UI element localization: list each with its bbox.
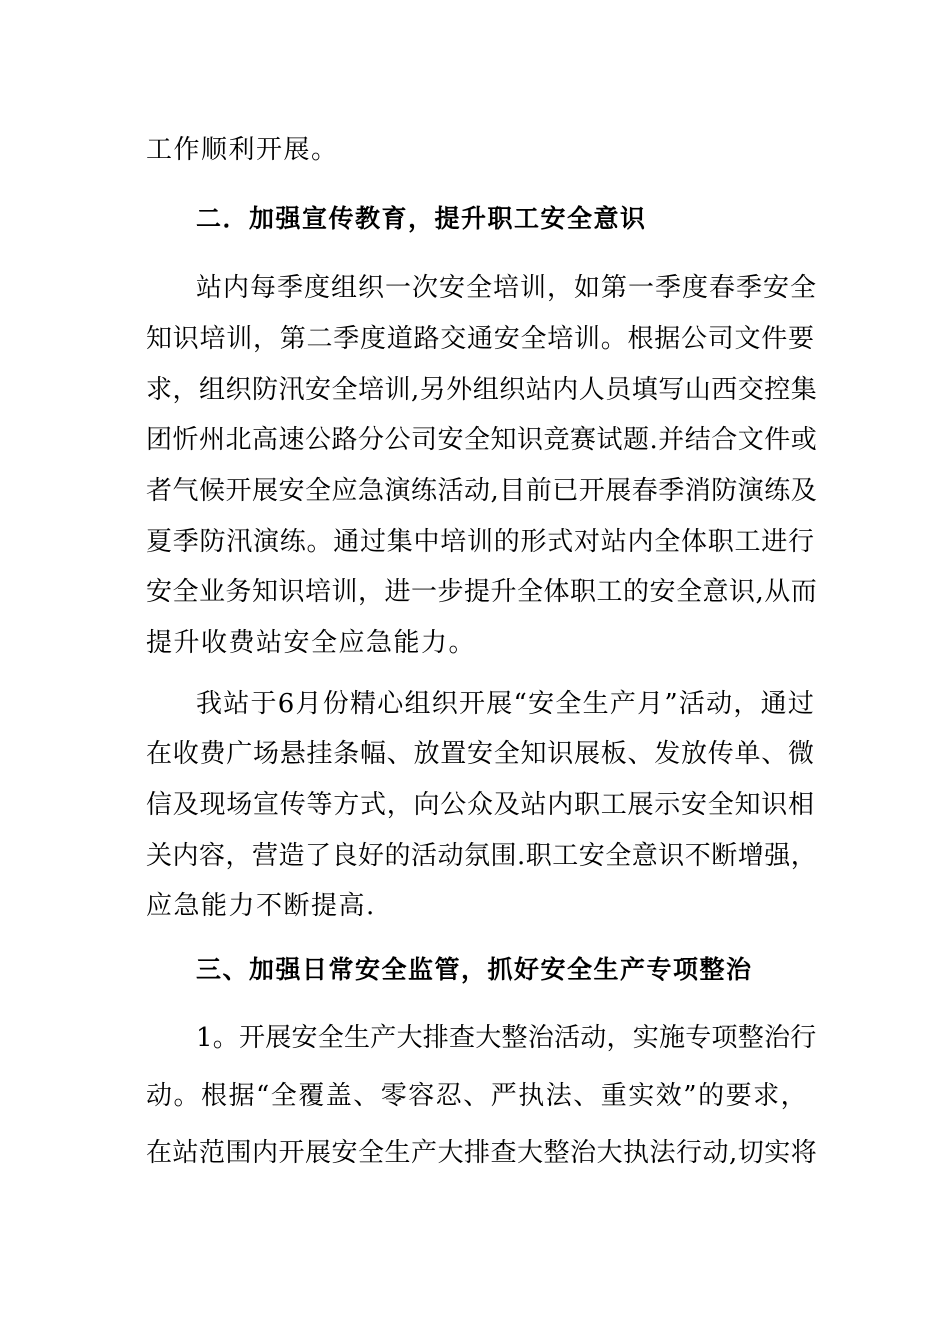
paragraph-line: 工作顺利开展。 [146, 135, 339, 165]
paragraph-line: 者气候开展安全应急演练活动,目前已开展春季消防演练及 [146, 476, 818, 506]
paragraph-line: 信及现场宣传等方式，向公众及站内职工展示安全知识相 [146, 790, 815, 820]
paragraph-line: 在站范围内开展安全生产大排查大整治大执法行动,切实将 [146, 1138, 818, 1168]
section-heading-2: 二．加强宣传教育，提升职工安全意识 [196, 204, 647, 233]
paragraph-line: 1。开展安全生产大排查大整治活动，实施专项整治行 [196, 1023, 817, 1053]
paragraph-line: 知识培训，第二季度道路交通安全培训。根据公司文件要 [146, 324, 815, 354]
paragraph-line: 夏季防汛演练。通过集中培训的形式对站内全体职工进行 [146, 527, 815, 557]
paragraph-line: 提升收费站安全应急能力。 [146, 628, 477, 658]
paragraph-line: 应急能力不断提高. [146, 891, 376, 921]
paragraph-line: 动。根据“全覆盖、零容忍、严执法、重实效”的要求， [146, 1081, 809, 1111]
paragraph-line: 站内每季度组织一次安全培训，如第一季度春季安全 [196, 273, 818, 303]
paragraph-line: 团忻州北高速公路分公司安全知识竞赛试题.并结合文件或 [146, 425, 818, 455]
paragraph-line: 求，组织防汛安全培训,另外组织站内人员填写山西交控集 [146, 375, 818, 405]
paragraph-line: 在收费广场悬挂条幅、放置安全知识展板、发放传单、微 [146, 739, 815, 769]
paragraph-line: 关内容，营造了良好的活动氛围.职工安全意识不断增强， [146, 841, 818, 871]
paragraph-line: 安全业务知识培训，进一步提升全体职工的安全意识,从而 [146, 577, 818, 607]
paragraph-line: 我站于6月份精心组织开展“安全生产月”活动，通过 [196, 689, 816, 719]
section-heading-3: 三、加强日常安全监管，抓好安全生产专项整治 [196, 955, 753, 984]
